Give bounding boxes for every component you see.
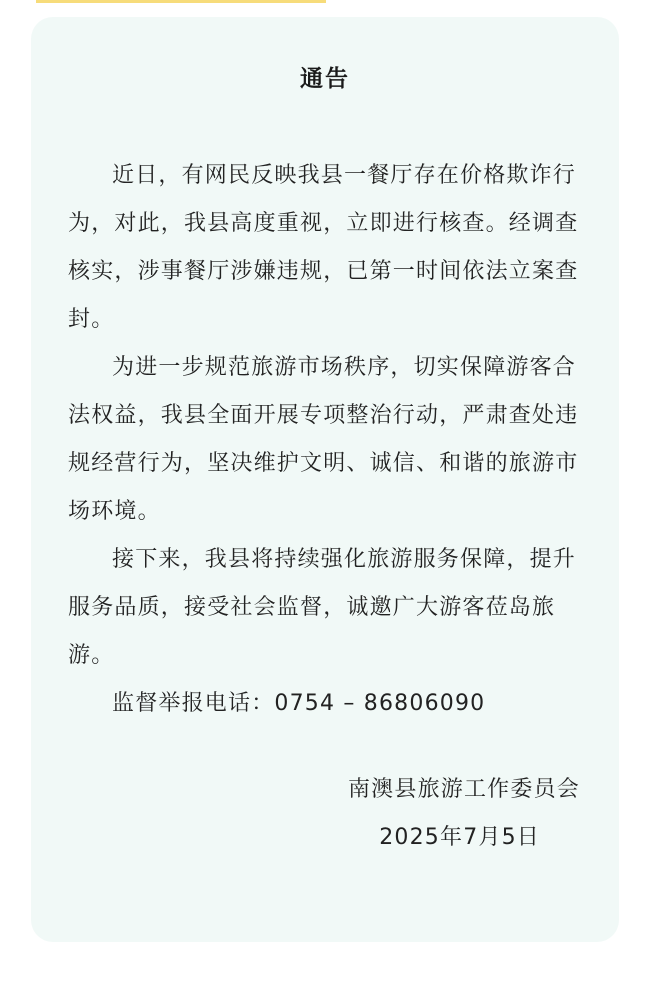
notice-paragraph-2: 为进一步规范旅游市场秩序，切实保障游客合法权益，我县全面开展专项整治行动，严肃查处违规经营行为，坚决维护文明、诚信、和谐的旅游市场环境。 [68,355,579,524]
report-hotline: 监督举报电话：0754 – 86806090 [112,691,486,716]
notice-signature [348,766,580,862]
issuer-name: 南澳县旅游工作委员会 [347,777,580,802]
notice-body [68,152,584,728]
issue-date: 2025年7月5日 [379,825,540,850]
notice-paragraph-1: 近日，有网民反映我县一餐厅存在价格欺诈行为，对此，我县高度重视，立即进行核查。经调查核实，涉事餐厅涉嫌违规，已第一时间依法立案查封。 [68,163,579,332]
top-accent-bar [36,0,326,3]
notice-paragraph-3: 接下来，我县将持续强化旅游服务保障，提升服务品质，接受社会监督，诚邀广大游客莅岛旅游。 [68,547,577,668]
notice-title: 通告 [300,66,350,92]
